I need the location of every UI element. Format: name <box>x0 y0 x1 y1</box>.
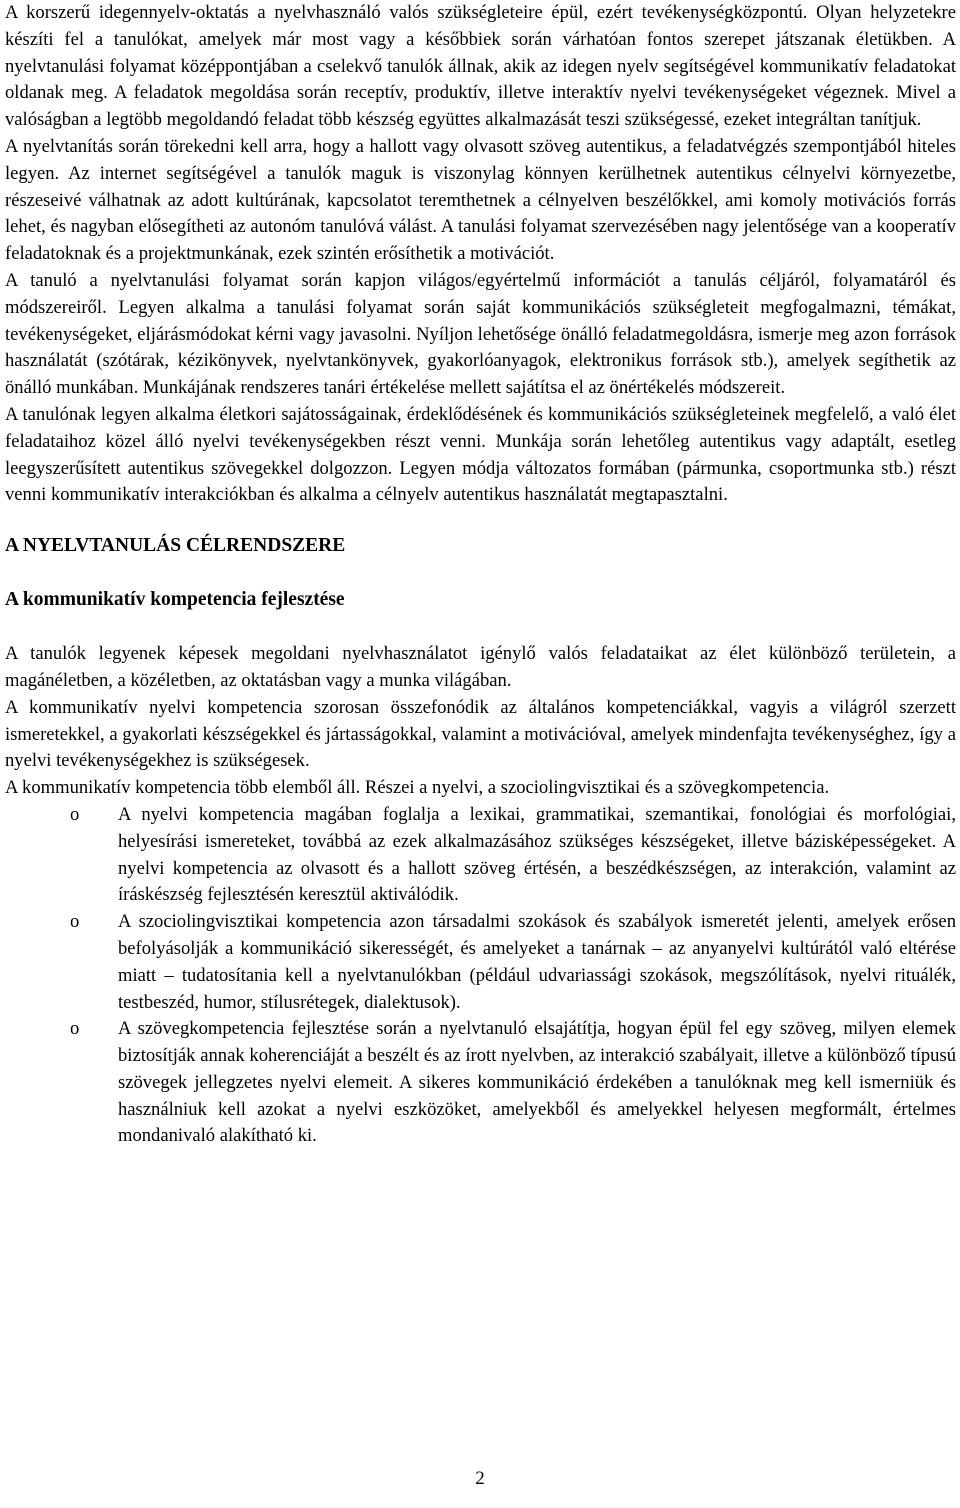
body-paragraph: A kommunikatív nyelvi kompetencia szorosan összefonódik az általános kompetenciákkal, vagyis a világról szerzett ismeretekkel, a gyakorlati készségekkel és jártasságokkal, valamint a motivációval, amelyek mindenfajta tevékenységhez, így a nyelvi tevékenységekhez is szükségesek. <box>5 696 956 772</box>
list-item-text: A szövegkompetencia fejlesztése során a nyelvtanuló elsajátítja, hogyan épül fel egy szöveg, milyen elemek biztosítják annak koherenciáját a beszélt és az írott nyelvben, az interakció szabályait, illetve a különböző típusú szövegek jellegzetes nyelvi elemeit. A sikeres kommunikáció érdekében a tanulóknak meg kell ismerniük és használniuk kell azokat a nyelvi eszközöket, amelyekből és amelyekkel helyesen megformált, értelmes mondanivaló alakítható ki. <box>118 1018 956 1147</box>
list-item <box>5 802 956 909</box>
bullet-marker: o <box>70 803 80 825</box>
section-heading: A NYELVTANULÁS CÉLRENDSZERE <box>5 535 346 557</box>
body-paragraph: A tanulók legyenek képesek megoldani nyelvhasználatot igénylő valós feladataikat az élet különböző területein, a magánéletben, a közéletben, az oktatásban vagy a munka világában. <box>5 643 956 691</box>
competence-list <box>5 802 956 1150</box>
body-paragraph: A korszerű idegennyelv-oktatás a nyelvhasználó valós szükségleteire épül, ezért tevékenységközpontú. Olyan helyzetekre készíti fel a tanulókat, amelyek már most vagy a későbbiek során várhatóan fontos szerepet játszanak életükben. A nyelvtanulási folyamat középpontjában a cselekvő tanulók állnak, akik az idegen nyelv segítségével kommunikatív feladatokat oldanak meg. A feladatok megoldása során receptív, produktív, illetve interaktív nyelvi tevékenységeket végeznek. Mivel a valóságban a legtöbb megoldandó feladat több készség együttes alkalmazását teszi szükségessé, ezeket integráltan tanítjuk. <box>5 2 956 131</box>
list-item <box>5 909 956 1016</box>
list-item-text: A nyelvi kompetencia magában foglalja a lexikai, grammatikai, szemantikai, fonológiai és morfológiai, helyesírási ismereteket, továbbá az ezek alkalmazásához szükséges készségeket, illetve bázisképességeket. A nyelvi kompetencia az olvasott és a hallott szöveg értésén, a beszédkészségen, az interakción, valamint az íráskészség fejlesztésén keresztül aktiválódik. <box>118 803 956 906</box>
list-item <box>5 1016 956 1150</box>
body-paragraph: A tanulónak legyen alkalma életkori sajátosságainak, érdeklődésének és kommunikációs szükségleteinek megfelelő, a való élet feladataihoz közel álló nyelvi tevékenységekben részt venni. Munkája során lehetőleg autentikus vagy adaptált, esetleg leegyszerűsített autentikus szövegekkel dolgozzon. Legyen módja változatos formában (pármunka, csoportmunka stb.) részt venni kommunikatív interakciókban és alkalma a célnyelv autentikus használatát megtapasztalni. <box>5 403 956 506</box>
list-item-text: A szociolingvisztikai kompetencia azon társadalmi szokások és szabályok ismeretét jelenti, amelyek erősen befolyásolják a kommunikáció sikerességét, és amelyeket a tanárnak – az anyanyelvi kultúrától való eltérése miatt – tudatosítania kell a nyelvtanulókban (például udvariassági szokások, megszólítások, nyelvi rituálék, testbeszéd, humor, stílusrétegek, dialektusok). <box>118 911 956 1013</box>
page-number: 2 <box>475 1468 485 1489</box>
subsection-heading: A kommunikatív kompetencia fejlesztése <box>5 589 345 611</box>
bullet-marker: o <box>70 1018 80 1040</box>
body-paragraph: A nyelvtanítás során törekedni kell arra, hogy a hallott vagy olvasott szöveg autentikus, a feladatvégzés szempontjából hiteles legyen. Az internet segítségével a tanulók maguk is viszonylag könnyen kerülhetnek autentikus célnyelvi környezetbe, részeseivé válhatnak az adott kultúrának, kapcsolatot teremthetnek a célnyelven beszélőkkel, ami komoly motivációs forrás lehet, és nagyban elősegítheti az autonóm tanulóvá válást. A tanulási folyamat szervezésében nagy jelentősége van a kooperatív feladatoknak és a projektmunkának, ezek szintén erősíthetik a motivációt. <box>5 135 956 265</box>
bullet-marker: o <box>70 911 80 933</box>
body-paragraph: A tanuló a nyelvtanulási folyamat során kapjon világos/egyértelmű információt a tanulás céljáról, folyamatáról és módszereiről. Legyen alkalma a tanulási folyamat során saját kommunikációs szükségleteit megfogalmazni, témákat, tevékenységeket, eljárásmódokat kérni vagy javasolni. Nyíljon lehetősége önálló feladatmegoldásra, ismerje meg azon források használatát (szótárak, kézikönyvek, nyelvtankönyvek, gyakorlóanyagok, elektronikus források stb.), amelyek segíthetik az önálló munkában. Munkájának rendszeres tanári értékelése mellett sajátítsa el az önértékelés módszereit. <box>5 269 956 399</box>
body-paragraph: A kommunikatív kompetencia több elemből áll. Részei a nyelvi, a szociolingvisztikai és a szövegkompetencia. <box>5 777 830 799</box>
